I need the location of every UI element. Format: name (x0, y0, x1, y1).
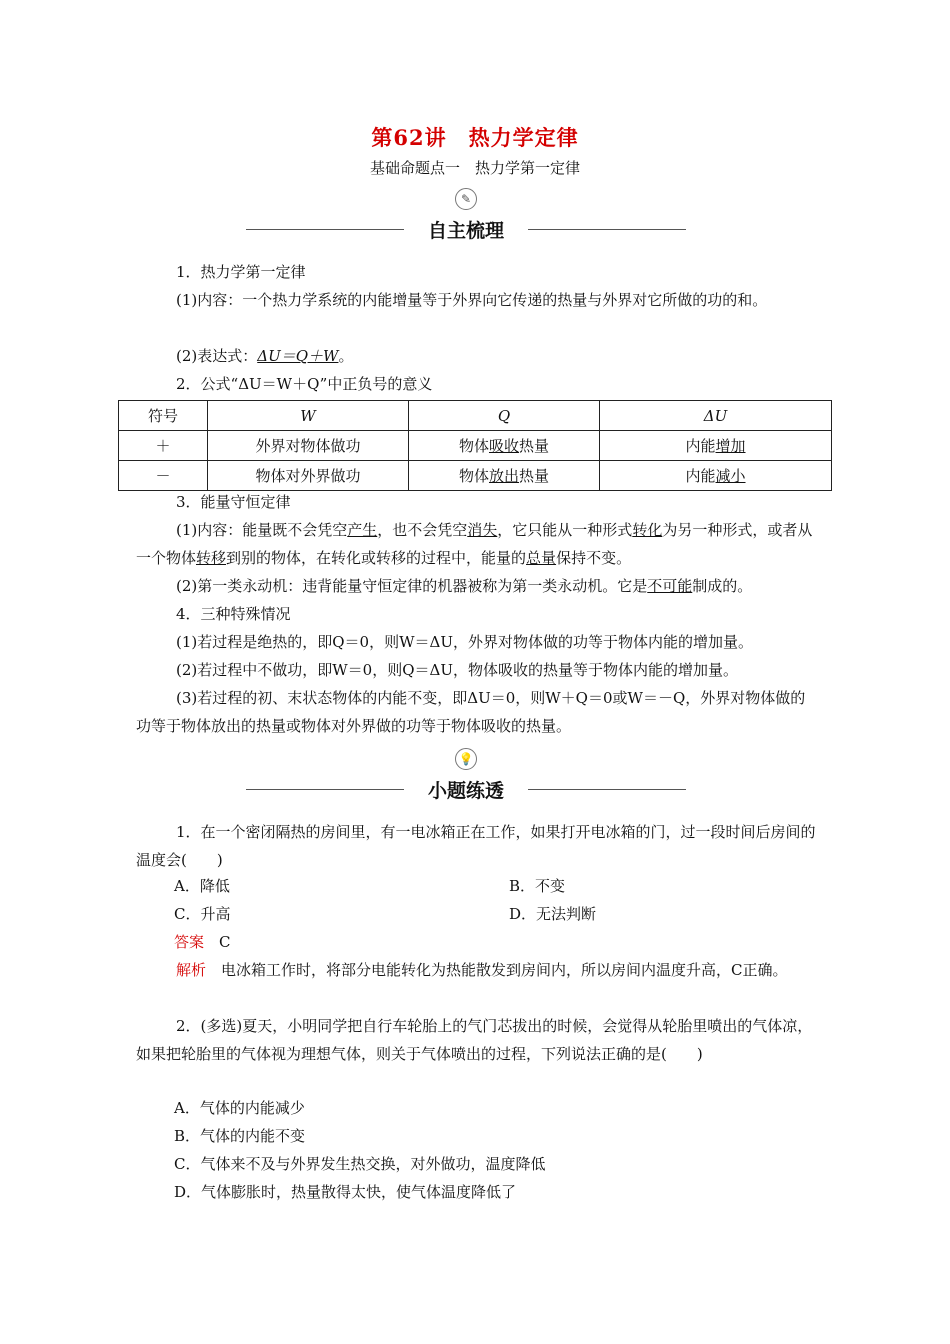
underlined-term: 转化 (632, 521, 663, 539)
table-cell: － (119, 461, 208, 491)
section-banner-self-study (246, 192, 686, 242)
paragraph: (3)若过程的初、末状态物体的内能不变，即ΔU＝0，则W＋Q＝0或W＝－Q，外界对物体做的功等于物体放出的热量或物体对外界做的功等于物体吸收的热量。 (136, 689, 806, 735)
option: A．降低 (174, 877, 230, 895)
table-cell (409, 431, 600, 461)
text: 制成的。 (692, 577, 753, 595)
leaf-icon: ✎ (455, 188, 477, 210)
option: C．升高 (174, 905, 231, 923)
table-header-row (119, 401, 832, 431)
analysis (136, 956, 816, 984)
underlined-term: 不可能 (647, 577, 693, 595)
text: ，也不会凭空 (377, 521, 468, 539)
option: C．气体来不及与外界发生热交换，对外做功，温度降低 (174, 1155, 546, 1173)
table-cell: ＋ (119, 431, 208, 461)
text: (1)内容：能量既不会凭空 (176, 521, 348, 539)
text: 为另一种形式，或者从一个物体 (136, 521, 813, 567)
table-cell: 物体对外界做功 (208, 461, 409, 491)
paragraph: 1．热力学第一定律 (176, 263, 306, 281)
paragraph (136, 516, 816, 572)
underlined-term: 产生 (347, 521, 378, 539)
question-1: 1．在一个密闭隔热的房间里，有一电冰箱正在工作，如果打开电冰箱的门，过一段时间后房间的温度会( ) (136, 823, 816, 869)
answer-label: 答案 (174, 933, 205, 951)
question-1-options (174, 872, 814, 928)
table-header-cell: W (208, 401, 409, 431)
cell-underline: 吸收 (488, 437, 519, 455)
question-2: 2．(多选)夏天，小明同学把自行车轮胎上的气门芯拔出的时候，会觉得从轮胎里喷出的气体凉，如果把轮胎里的气体视为理想气体，则关于气体喷出的过程，下列说法正确的是( ) (136, 1017, 813, 1063)
punct: 。 (338, 347, 354, 365)
analysis-label: 解析 (176, 961, 207, 979)
lightbulb-icon: 💡 (455, 748, 477, 770)
table-cell (600, 431, 832, 461)
section-heading: 小题练透 (427, 780, 504, 802)
answer-value: C (219, 933, 231, 951)
option: B．气体的内能不变 (174, 1127, 306, 1145)
option: A．气体的内能减少 (174, 1099, 305, 1117)
cell-text: 热量 (519, 467, 550, 485)
text: 到别的物体，在转化或转移的过程中，能量的 (226, 549, 527, 567)
lesson-subtitle: 基础命题点一 热力学第一定律 (369, 159, 580, 177)
divider (528, 229, 686, 230)
table-cell (600, 461, 832, 491)
section-heading: 自主梳理 (427, 220, 504, 242)
cell-text: 物体 (458, 467, 489, 485)
paragraph: 3．能量守恒定律 (176, 493, 291, 511)
answer (174, 928, 854, 956)
option: B．不变 (509, 877, 566, 895)
lesson-title: 第62讲 热力学定律 (371, 125, 579, 150)
cell-text: 物体 (458, 437, 489, 455)
formula: ΔU＝Q＋W (257, 347, 339, 365)
cell-underline: 增加 (715, 437, 746, 455)
section-banner-practice (246, 752, 686, 802)
table-cell (409, 461, 600, 491)
sign-meaning-table (118, 400, 832, 491)
divider (528, 789, 686, 790)
underlined-term: 转移 (196, 549, 227, 567)
underlined-term: 总量 (526, 549, 557, 567)
table-row (119, 461, 832, 491)
underlined-term: 消失 (467, 521, 498, 539)
paragraph (136, 342, 816, 370)
paragraph: (1)内容：一个热力学系统的内能增量等于外界向它传递的热量与外界对它所做的功的和。 (176, 291, 768, 309)
table-header-cell: Q (409, 401, 600, 431)
text: (2)第一类永动机：违背能量守恒定律的机器被称为第一类永动机。它是 (176, 577, 648, 595)
paragraph: 4．三种特殊情况 (176, 605, 291, 623)
text: ，它只能从一种形式 (497, 521, 633, 539)
table-row (119, 431, 832, 461)
paragraph (136, 572, 816, 600)
question-2-options (174, 1094, 814, 1206)
paragraph: (1)若过程是绝热的，即Q＝0，则W＝ΔU，外界对物体做的功等于物体内能的增加量。 (176, 633, 753, 651)
text: 保持不变。 (556, 549, 632, 567)
cell-underline: 放出 (488, 467, 519, 485)
formula-label: (2)表达式： (176, 347, 258, 365)
paragraph: (2)若过程中不做功，即W＝0，则Q＝ΔU，物体吸收的热量等于物体内能的增加量。 (176, 661, 738, 679)
cell-text: 热量 (519, 437, 550, 455)
table-header-cell: ΔU (600, 401, 832, 431)
paragraph: 2．公式“ΔU＝W＋Q”中正负号的意义 (176, 375, 433, 393)
analysis-text: 电冰箱工作时，将部分电能转化为热能散发到房间内，所以房间内温度升高，C正确。 (221, 961, 788, 979)
cell-underline: 减小 (715, 467, 746, 485)
option: D．无法判断 (509, 905, 597, 923)
table-cell: 外界对物体做功 (208, 431, 409, 461)
cell-text: 内能 (685, 467, 716, 485)
table-header-cell: 符号 (119, 401, 208, 431)
option: D．气体膨胀时，热量散得太快，使气体温度降低了 (174, 1183, 517, 1201)
cell-text: 内能 (685, 437, 716, 455)
